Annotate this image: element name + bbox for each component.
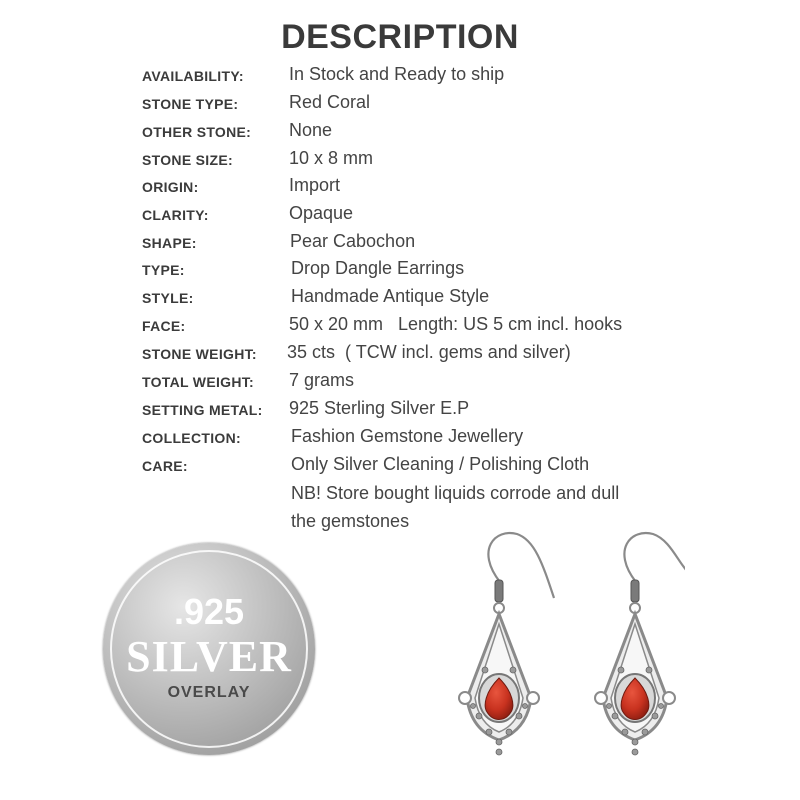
spec-row-style bbox=[0, 282, 800, 310]
spec-label: TOTAL WEIGHT: bbox=[142, 374, 255, 390]
spec-label: ORIGIN: bbox=[142, 179, 199, 195]
spec-row-setting-metal bbox=[0, 394, 800, 422]
spec-row-stone-type bbox=[0, 88, 800, 116]
spec-row-collection bbox=[0, 422, 800, 450]
badge-silver-text: SILVER bbox=[126, 632, 292, 681]
spec-row-availability bbox=[0, 60, 800, 88]
spec-value: Pear Cabochon bbox=[290, 231, 416, 251]
spec-label: STONE TYPE: bbox=[142, 96, 239, 112]
earring-right bbox=[595, 533, 685, 755]
spec-row-stone-weight bbox=[0, 338, 800, 366]
spec-value: Handmade Antique Style bbox=[291, 286, 490, 306]
spec-value: 7 grams bbox=[289, 370, 355, 390]
spec-row-origin bbox=[0, 171, 800, 199]
spec-label: COLLECTION: bbox=[142, 430, 241, 446]
spec-value: 35 cts ( TCW incl. gems and silver) bbox=[287, 342, 571, 362]
spec-label: AVAILABILITY: bbox=[142, 68, 244, 84]
earring-left bbox=[459, 533, 554, 755]
spec-row-total-weight bbox=[0, 366, 800, 394]
spec-row-other-stone bbox=[0, 116, 800, 144]
spec-label: OTHER STONE: bbox=[142, 124, 252, 140]
hook-right bbox=[624, 533, 685, 582]
spec-value: Red Coral bbox=[289, 92, 371, 112]
spec-value: Fashion Gemstone Jewellery bbox=[291, 426, 524, 446]
spec-value: Drop Dangle Earrings bbox=[291, 258, 465, 278]
spec-label: SETTING METAL: bbox=[142, 402, 263, 418]
spec-value: Opaque bbox=[289, 203, 354, 223]
spec-row-care bbox=[0, 450, 800, 478]
spec-value: 10 x 8 mm bbox=[289, 148, 374, 168]
care-note-line: NB! Store bought liquids corrode and dull bbox=[291, 483, 620, 503]
spec-label: TYPE: bbox=[142, 262, 185, 278]
spec-label: SHAPE: bbox=[142, 235, 197, 251]
badge-overlay-text: OVERLAY bbox=[167, 684, 251, 701]
spec-label: STONE WEIGHT: bbox=[142, 346, 257, 362]
spec-row-shape bbox=[0, 227, 800, 255]
spec-label: STYLE: bbox=[142, 290, 194, 306]
spec-row-type bbox=[0, 254, 800, 282]
spec-value: Only Silver Cleaning / Polishing Cloth bbox=[291, 454, 590, 474]
badge-purity: .925 bbox=[173, 591, 245, 632]
silver-overlay-badge bbox=[103, 543, 315, 755]
earrings-photo bbox=[455, 520, 685, 790]
spec-row-stone-size bbox=[0, 144, 800, 172]
spec-row-clarity bbox=[0, 199, 800, 227]
coil-right bbox=[631, 580, 639, 602]
spec-value: 50 x 20 mm Length: US 5 cm incl. hooks bbox=[289, 314, 623, 334]
spec-value: None bbox=[289, 120, 333, 140]
spec-label: FACE: bbox=[142, 318, 186, 334]
spec-label: CARE: bbox=[142, 458, 188, 474]
spec-value: In Stock and Ready to ship bbox=[289, 64, 505, 84]
spec-label: STONE SIZE: bbox=[142, 152, 233, 168]
spec-row-face bbox=[0, 310, 800, 338]
care-note-line: the gemstones bbox=[291, 511, 410, 531]
spec-label: CLARITY: bbox=[142, 207, 209, 223]
spec-value: Import bbox=[289, 175, 341, 195]
page-title: DESCRIPTION bbox=[281, 18, 519, 56]
coil-left bbox=[495, 580, 503, 602]
spec-value: 925 Sterling Silver E.P bbox=[289, 398, 470, 418]
